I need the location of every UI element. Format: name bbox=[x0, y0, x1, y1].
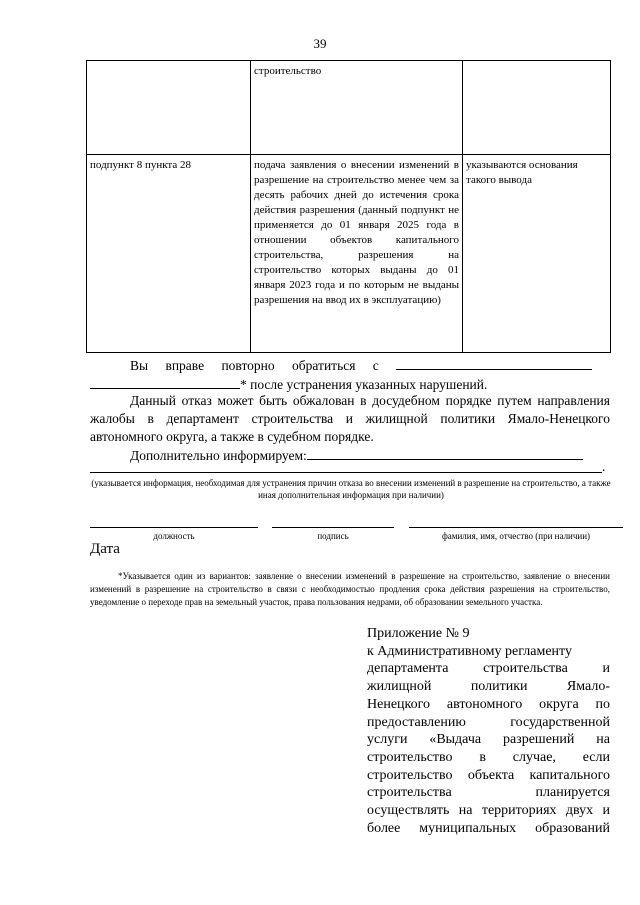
appendix-line: строительство объекта капитального bbox=[367, 767, 610, 783]
date-label: Дата bbox=[90, 541, 120, 557]
blank-line bbox=[90, 472, 602, 473]
table-cell: строительство bbox=[251, 61, 463, 155]
table-cell bbox=[87, 61, 251, 155]
appendix-line: к Административному регламенту bbox=[367, 643, 572, 659]
grounds-table bbox=[86, 60, 611, 353]
appendix-line: строительство в случае, если bbox=[367, 749, 610, 765]
appendix-title: Приложение № 9 bbox=[367, 626, 470, 641]
signature-caption: подпись bbox=[272, 527, 394, 541]
table-row bbox=[87, 155, 611, 353]
appeal-paragraph: Данный отказ может быть обжалован в досудебном порядке путем направления жалобы в департамент строительства и жилищной политики Ямало-Ненецкого автономного округа, а также в судебном порядке. bbox=[90, 393, 610, 444]
info-hint: (указывается информация, необходимая для устранения причин отказа во внесении изменений в разрешение на строительство, а также иная дополнительная информация при наличии) bbox=[91, 478, 611, 500]
repeat-tail: * после устранения указанных нарушений. bbox=[240, 377, 488, 392]
appendix-line: Ненецкого автономного округа по bbox=[367, 696, 610, 712]
appendix-line: осуществлять на территориях двух и bbox=[367, 803, 610, 819]
blank-line bbox=[90, 375, 240, 389]
table-cell bbox=[463, 61, 611, 155]
appendix-line: предоставлению государственной bbox=[367, 714, 610, 730]
appendix-line: более муниципальных образований bbox=[367, 820, 610, 836]
table-cell: подпункт 8 пункта 28 bbox=[87, 155, 251, 353]
table-row bbox=[87, 61, 611, 155]
table-cell: указываются основания такого вывода bbox=[463, 155, 611, 353]
name-caption: фамилия, имя, отчество (при наличии) bbox=[409, 527, 623, 541]
blank-line bbox=[307, 446, 583, 460]
repeat-lead: Вы вправе повторно обратиться с bbox=[130, 358, 379, 373]
position-caption: должность bbox=[90, 527, 258, 541]
repeat-paragraph bbox=[90, 356, 610, 394]
appendix-block bbox=[367, 625, 610, 837]
table-cell: подача заявления о внесении изменений в разрешение на строительство менее чем за десять рабочих дней до истечения срока действия разрешения (данный подпункт не применяется до 01 января 2025 года в отношении объектов капитального строительства, разрешения на строительство которых выданы до 01 января 2023 года и по которым не выданы разрешения на ввод их в эксплуатацию) bbox=[251, 155, 463, 353]
appendix-line: строительства планируется bbox=[367, 785, 610, 801]
footnote: *Указывается один из вариантов: заявление о внесении изменений в разрешение на строительство, заявление о внесении изменений в разрешение на строительство в связи с необходимостью продления срока действия разрешения на строительство, уведомление о переходе прав на земельный участок, права пользования недрами, об образовании земельного участка. bbox=[90, 571, 610, 607]
appendix-line: жилищной политики Ямало- bbox=[367, 679, 610, 695]
additional-label: Дополнительно информируем: bbox=[130, 448, 307, 463]
page-number: 39 bbox=[313, 36, 327, 51]
additional-info-line bbox=[130, 446, 610, 465]
appendix-line: департамента строительства и bbox=[367, 661, 610, 677]
blank-line bbox=[396, 356, 592, 370]
period-mark: . bbox=[602, 459, 606, 474]
appendix-line: услуги «Выдача разрешений на bbox=[367, 732, 610, 748]
